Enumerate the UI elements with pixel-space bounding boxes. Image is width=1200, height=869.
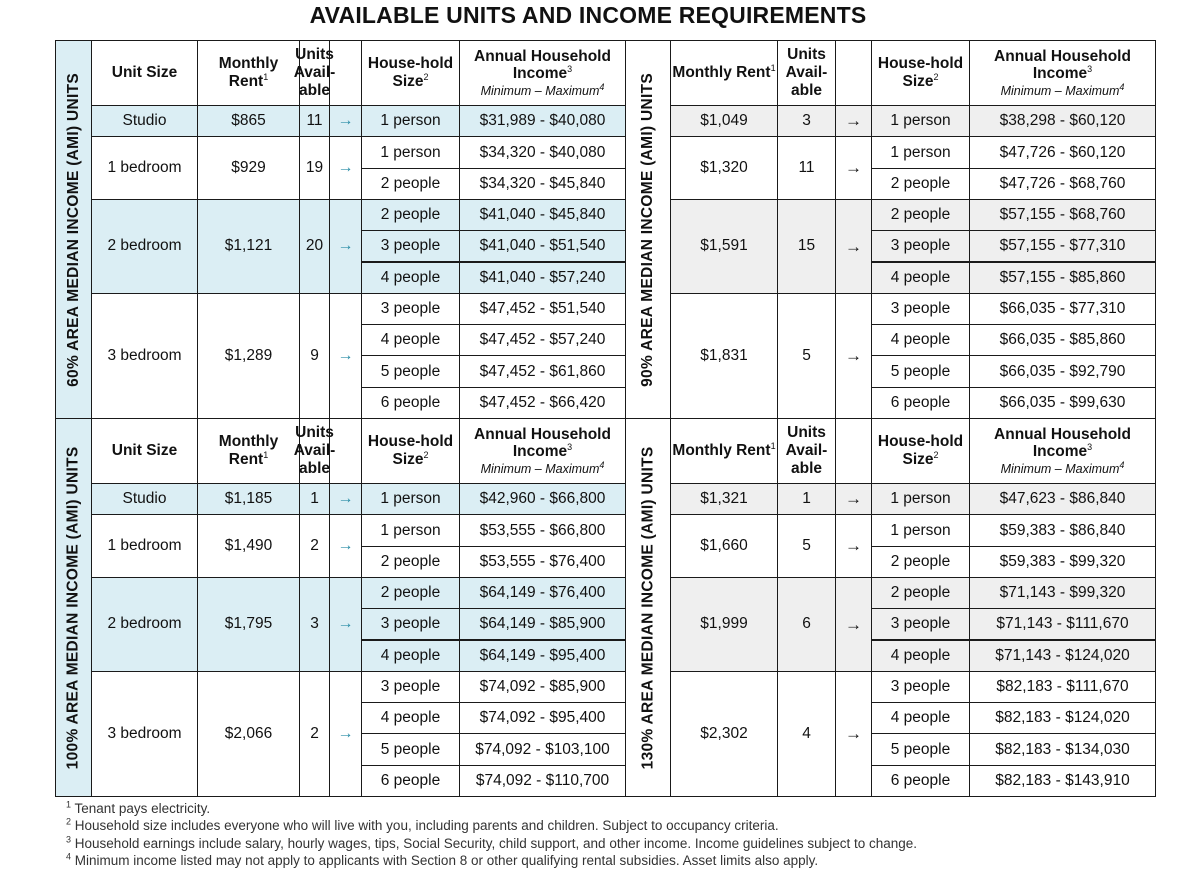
monthly-rent-cell: $1,831	[670, 293, 778, 419]
units-available-cell: 4	[777, 671, 836, 797]
monthly-rent-header-label	[672, 64, 775, 82]
income-range-cell: $59,383 - $99,320	[969, 546, 1156, 578]
income-range-cell: $71,143 - $99,320	[969, 577, 1156, 609]
household-size-cell: 3 people	[361, 671, 460, 703]
income-range-cell: $71,143 - $111,670	[969, 608, 1156, 640]
annual-income-header-line	[460, 426, 625, 462]
units-available-header-text: Units Avail- able	[293, 424, 336, 477]
monthly-rent-cell: $2,302	[670, 671, 778, 797]
income-range-cell: $82,183 - $134,030	[969, 733, 1156, 765]
income-range-cell: $82,183 - $111,670	[969, 671, 1156, 703]
monthly-rent-header-label-text: Monthly Rent	[218, 55, 279, 90]
household-size-cell: 1 person	[361, 483, 460, 515]
household-size-cell: 3 people	[361, 608, 460, 640]
units-available-cell: 3	[777, 105, 836, 137]
household-size-cell: 2 people	[361, 577, 460, 609]
income-range-cell: $47,452 - $51,540	[459, 293, 626, 325]
annual-income-header-line	[970, 426, 1155, 462]
annual-income-header-line	[970, 48, 1155, 84]
income-range-cell: $64,149 - $95,400	[459, 640, 626, 672]
household-size-header-label-text: House-hold Size	[367, 55, 454, 90]
monthly-rent-cell: $1,795	[197, 577, 300, 672]
monthly-rent-cell: $1,185	[197, 483, 300, 515]
household-size-cell: 3 people	[871, 293, 970, 325]
income-range-cell: $66,035 - $85,860	[969, 324, 1156, 356]
units-available-cell: 11	[777, 136, 836, 200]
income-range-cell: $71,143 - $124,020	[969, 640, 1156, 672]
arrow-icon: →	[329, 136, 362, 200]
monthly-rent-header-label	[672, 442, 775, 460]
unit-size-header-text: Unit Size	[111, 442, 178, 460]
footnote-marker: 4	[1119, 81, 1125, 92]
annual-income-header	[459, 418, 626, 484]
units-available-header	[293, 40, 336, 106]
household-size-cell: 1 person	[871, 105, 970, 137]
household-size-cell: 3 people	[361, 293, 460, 325]
unit-size-header-text: Unit Size	[111, 64, 178, 82]
annual-income-header-range-text: Minimum – Maximum	[1000, 84, 1120, 99]
monthly-rent-header-label-text: Monthly Rent	[672, 64, 771, 82]
footnote-text: Household earnings include salary, hourly wages, tips, Social Security, child support, and other income. Income guidelines subject to change.	[74, 835, 918, 851]
footnotes	[66, 800, 917, 869]
annual-income-header-text: Annual Household Income	[474, 47, 611, 83]
annual-income-header	[969, 418, 1156, 484]
income-range-cell: $82,183 - $143,910	[969, 765, 1156, 797]
monthly-rent-header	[197, 40, 300, 106]
units-available-cell: 6	[777, 577, 836, 672]
units-available-header	[293, 418, 336, 484]
footnote-marker: 1	[770, 440, 776, 451]
annual-income-header-range-note	[480, 81, 605, 99]
annual-income-header	[459, 40, 626, 106]
household-size-header-label	[872, 55, 969, 91]
household-size-cell: 2 people	[361, 546, 460, 578]
income-range-cell: $47,623 - $86,840	[969, 483, 1156, 515]
footnote-marker: 4	[599, 81, 605, 92]
unit-size-cell: 1 bedroom	[91, 136, 198, 200]
page-title: AVAILABLE UNITS AND INCOME REQUIREMENTS	[309, 2, 867, 28]
household-size-cell: 6 people	[871, 387, 970, 419]
household-size-cell: 5 people	[361, 733, 460, 765]
household-size-header-label-text: House-hold Size	[877, 55, 964, 90]
units-available-cell: 19	[299, 136, 330, 200]
arrow-icon: →	[835, 293, 872, 419]
unit-size-cell: 3 bedroom	[91, 671, 198, 797]
arrow-icon: →	[329, 483, 362, 515]
footnote-number: 1	[66, 799, 72, 810]
income-range-cell: $64,149 - $85,900	[459, 608, 626, 640]
ami-tier-label-text: 90% AREA MEDIAN INCOME (AMI) UNITS	[639, 72, 657, 387]
footnote-marker: 4	[1119, 459, 1125, 470]
household-size-cell: 6 people	[871, 765, 970, 797]
footnote-marker: 1	[770, 62, 776, 73]
unit-size-cell: 1 bedroom	[91, 514, 198, 578]
monthly-rent-header-label-text: Monthly Rent	[672, 442, 771, 460]
ami-tier-label	[55, 40, 92, 419]
footnote-line	[66, 835, 917, 852]
annual-income-header-range-note	[480, 459, 605, 477]
household-size-cell: 6 people	[361, 765, 460, 797]
units-available-cell: 2	[299, 671, 330, 797]
income-range-cell: $47,452 - $57,240	[459, 324, 626, 356]
ami-tier-label-text: 100% AREA MEDIAN INCOME (AMI) UNITS	[64, 446, 82, 769]
units-available-cell: 20	[299, 199, 330, 294]
unit-size-header	[91, 418, 198, 484]
income-range-cell: $57,155 - $85,860	[969, 262, 1156, 294]
monthly-rent-header-label	[198, 433, 299, 469]
unit-size-cell: Studio	[91, 483, 198, 515]
household-size-cell: 5 people	[361, 355, 460, 387]
monthly-rent-cell: $1,660	[670, 514, 778, 578]
income-range-cell: $47,726 - $60,120	[969, 136, 1156, 168]
arrow-icon: →	[329, 293, 362, 419]
monthly-rent-header	[670, 418, 778, 484]
units-available-cell: 3	[299, 577, 330, 672]
household-size-cell: 2 people	[361, 168, 460, 200]
unit-size-cell: 2 bedroom	[91, 577, 198, 672]
household-size-header	[361, 40, 460, 106]
arrow-icon: →	[835, 514, 872, 578]
household-size-cell: 4 people	[361, 262, 460, 294]
income-range-cell: $74,092 - $85,900	[459, 671, 626, 703]
ami-tier-label	[625, 418, 671, 797]
income-range-cell: $34,320 - $40,080	[459, 136, 626, 168]
footnote-line	[66, 852, 917, 869]
arrow-icon: →	[329, 514, 362, 578]
household-size-cell: 3 people	[871, 230, 970, 262]
unit-size-cell: Studio	[91, 105, 198, 137]
arrow-header-blank	[835, 418, 872, 484]
footnote-line	[66, 800, 917, 817]
units-available-cell: 9	[299, 293, 330, 419]
household-size-cell: 2 people	[361, 199, 460, 231]
monthly-rent-cell: $1,320	[670, 136, 778, 200]
household-size-cell: 2 people	[871, 168, 970, 200]
income-range-cell: $38,298 - $60,120	[969, 105, 1156, 137]
arrow-icon: →	[835, 577, 872, 672]
footnote-marker: 4	[599, 459, 605, 470]
income-range-cell: $82,183 - $124,020	[969, 702, 1156, 734]
income-range-cell: $34,320 - $45,840	[459, 168, 626, 200]
household-size-header-label	[362, 433, 459, 469]
footnote-number: 3	[66, 834, 72, 845]
arrow-icon: →	[329, 105, 362, 137]
arrow-header-blank	[329, 418, 362, 484]
household-size-cell: 3 people	[361, 230, 460, 262]
household-size-cell: 4 people	[361, 702, 460, 734]
footnote-text: Household size includes everyone who will live with you, including parents and children. Subject to occupancy criteria.	[74, 818, 779, 834]
annual-income-header	[969, 40, 1156, 106]
unit-size-cell: 3 bedroom	[91, 293, 198, 419]
income-range-cell: $74,092 - $103,100	[459, 733, 626, 765]
footnote-marker: 3	[567, 64, 573, 75]
footnote-text: Tenant pays electricity.	[74, 801, 211, 816]
footnote-number: 2	[66, 816, 72, 827]
household-size-cell: 4 people	[361, 324, 460, 356]
footnote-marker: 3	[1087, 64, 1093, 75]
unit-size-header	[91, 40, 198, 106]
income-range-cell: $31,989 - $40,080	[459, 105, 626, 137]
household-size-header-label-text: House-hold Size	[877, 433, 964, 468]
annual-income-header-line	[460, 48, 625, 84]
income-range-cell: $66,035 - $92,790	[969, 355, 1156, 387]
arrow-icon: →	[835, 483, 872, 515]
footnote-marker: 1	[263, 449, 269, 460]
household-size-header-label-text: House-hold Size	[367, 433, 454, 468]
units-available-cell: 1	[299, 483, 330, 515]
household-size-cell: 1 person	[871, 136, 970, 168]
monthly-rent-header-label	[198, 55, 299, 91]
income-range-cell: $59,383 - $86,840	[969, 514, 1156, 546]
units-available-header-text: Units Avail- able	[785, 424, 828, 477]
units-available-cell: 15	[777, 199, 836, 294]
units-available-header-text: Units Avail- able	[785, 46, 828, 99]
ami-tier-label-text: 60% AREA MEDIAN INCOME (AMI) UNITS	[64, 72, 82, 387]
monthly-rent-cell: $1,289	[197, 293, 300, 419]
annual-income-header-range-note	[1000, 459, 1125, 477]
household-size-header-label	[872, 433, 969, 469]
arrow-header-blank	[329, 40, 362, 106]
footnote-marker: 2	[933, 71, 939, 82]
arrow-icon: →	[835, 671, 872, 797]
monthly-rent-cell: $1,999	[670, 577, 778, 672]
income-range-cell: $74,092 - $95,400	[459, 702, 626, 734]
units-available-cell: 11	[299, 105, 330, 137]
annual-income-header-text: Annual Household Income	[994, 425, 1131, 461]
ami-tier-label	[625, 40, 671, 419]
income-range-cell: $47,726 - $68,760	[969, 168, 1156, 200]
household-size-cell: 3 people	[871, 671, 970, 703]
household-size-header	[871, 418, 970, 484]
household-size-cell: 1 person	[361, 105, 460, 137]
footnote-number: 4	[66, 851, 72, 862]
income-requirements-table	[55, 40, 1155, 798]
monthly-rent-cell: $1,321	[670, 483, 778, 515]
household-size-cell: 4 people	[871, 324, 970, 356]
annual-income-header-range-text: Minimum – Maximum	[1000, 462, 1120, 477]
income-range-cell: $66,035 - $99,630	[969, 387, 1156, 419]
ami-tier-label-text: 130% AREA MEDIAN INCOME (AMI) UNITS	[639, 446, 657, 769]
household-size-cell: 2 people	[871, 199, 970, 231]
units-available-cell: 2	[299, 514, 330, 578]
income-range-cell: $74,092 - $110,700	[459, 765, 626, 797]
household-size-cell: 1 person	[871, 483, 970, 515]
arrow-icon: →	[329, 199, 362, 294]
household-size-cell: 2 people	[871, 546, 970, 578]
arrow-icon: →	[835, 136, 872, 200]
household-size-cell: 1 person	[361, 136, 460, 168]
ami-tier-label	[55, 418, 92, 797]
units-available-header	[777, 40, 836, 106]
footnote-marker: 2	[423, 449, 429, 460]
footnote-line	[66, 817, 917, 834]
unit-size-cell: 2 bedroom	[91, 199, 198, 294]
annual-income-header-range-text: Minimum – Maximum	[480, 84, 600, 99]
income-range-cell: $41,040 - $57,240	[459, 262, 626, 294]
units-available-header-text: Units Avail- able	[293, 46, 336, 99]
monthly-rent-cell: $1,121	[197, 199, 300, 294]
household-size-cell: 5 people	[871, 355, 970, 387]
household-size-header	[871, 40, 970, 106]
household-size-cell: 1 person	[361, 514, 460, 546]
household-size-cell: 4 people	[361, 640, 460, 672]
units-available-cell: 1	[777, 483, 836, 515]
income-range-cell: $53,555 - $66,800	[459, 514, 626, 546]
annual-income-header-text: Annual Household Income	[474, 425, 611, 461]
income-range-cell: $57,155 - $68,760	[969, 199, 1156, 231]
monthly-rent-cell: $1,049	[670, 105, 778, 137]
arrow-icon: →	[329, 671, 362, 797]
units-available-cell: 5	[777, 293, 836, 419]
income-range-cell: $47,452 - $66,420	[459, 387, 626, 419]
income-range-cell: $47,452 - $61,860	[459, 355, 626, 387]
household-size-cell: 1 person	[871, 514, 970, 546]
footnote-marker: 1	[263, 71, 269, 82]
footnote-marker: 2	[423, 71, 429, 82]
income-range-cell: $42,960 - $66,800	[459, 483, 626, 515]
annual-income-header-range-text: Minimum – Maximum	[480, 462, 600, 477]
income-range-cell: $57,155 - $77,310	[969, 230, 1156, 262]
income-range-cell: $66,035 - $77,310	[969, 293, 1156, 325]
footnote-text: Minimum income listed may not apply to applicants with Section 8 or other qualifying rental subsidies. Asset limits also apply.	[74, 852, 819, 868]
monthly-rent-header	[670, 40, 778, 106]
footnote-marker: 2	[933, 449, 939, 460]
income-range-cell: $53,555 - $76,400	[459, 546, 626, 578]
arrow-header-blank	[835, 40, 872, 106]
household-size-cell: 4 people	[871, 640, 970, 672]
arrow-icon: →	[835, 199, 872, 294]
annual-income-header-range-note	[1000, 81, 1125, 99]
annual-income-header-text: Annual Household Income	[994, 47, 1131, 83]
footnote-marker: 3	[567, 442, 573, 453]
units-available-cell: 5	[777, 514, 836, 578]
arrow-icon: →	[835, 105, 872, 137]
household-size-cell: 4 people	[871, 262, 970, 294]
household-size-header-label	[362, 55, 459, 91]
monthly-rent-cell: $1,591	[670, 199, 778, 294]
household-size-cell: 5 people	[871, 733, 970, 765]
household-size-header	[361, 418, 460, 484]
monthly-rent-cell: $2,066	[197, 671, 300, 797]
monthly-rent-header	[197, 418, 300, 484]
income-range-cell: $41,040 - $45,840	[459, 199, 626, 231]
income-range-cell: $64,149 - $76,400	[459, 577, 626, 609]
monthly-rent-cell: $1,490	[197, 514, 300, 578]
household-size-cell: 3 people	[871, 608, 970, 640]
monthly-rent-cell: $929	[197, 136, 300, 200]
household-size-cell: 2 people	[871, 577, 970, 609]
footnote-marker: 3	[1087, 442, 1093, 453]
monthly-rent-cell: $865	[197, 105, 300, 137]
household-size-cell: 6 people	[361, 387, 460, 419]
arrow-icon: →	[329, 577, 362, 672]
monthly-rent-header-label-text: Monthly Rent	[218, 433, 279, 468]
household-size-cell: 4 people	[871, 702, 970, 734]
units-available-header	[777, 418, 836, 484]
income-range-cell: $41,040 - $51,540	[459, 230, 626, 262]
